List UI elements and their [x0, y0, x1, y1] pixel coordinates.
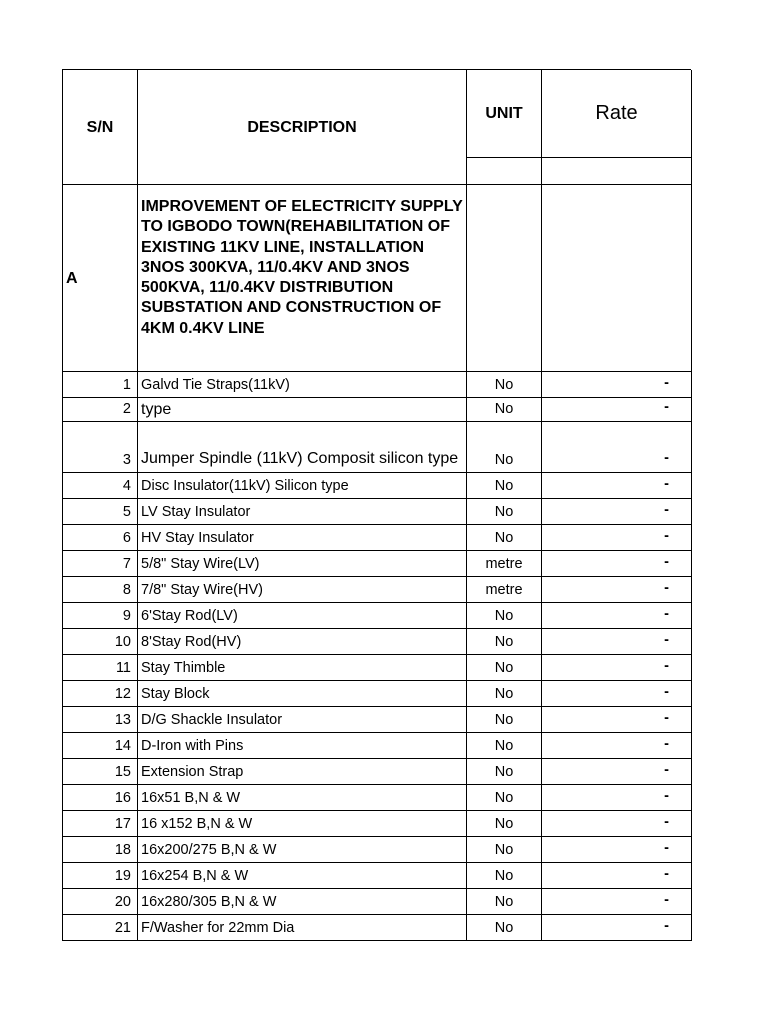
row-description: 16x51 B,N & W	[138, 785, 467, 811]
header-unit: UNIT	[467, 70, 542, 158]
row-rate: -	[542, 422, 692, 473]
row-rate: -	[542, 372, 692, 398]
row-sn: 20	[63, 889, 138, 915]
row-rate: -	[542, 681, 692, 707]
row-sn: 17	[63, 811, 138, 837]
row-sn: 4	[63, 473, 138, 499]
row-unit: No	[467, 759, 542, 785]
row-description: D-Iron with Pins	[138, 733, 467, 759]
row-sn: 10	[63, 629, 138, 655]
row-sn: 5	[63, 499, 138, 525]
header-unit-subcell	[467, 158, 542, 185]
row-rate: -	[542, 889, 692, 915]
row-description: 16 x152 B,N & W	[138, 811, 467, 837]
row-sn: 7	[63, 551, 138, 577]
row-description: Stay Thimble	[138, 655, 467, 681]
row-description: 6'Stay Rod(LV)	[138, 603, 467, 629]
row-unit: No	[467, 707, 542, 733]
row-rate: -	[542, 811, 692, 837]
row-unit: No	[467, 499, 542, 525]
row-unit: metre	[467, 551, 542, 577]
row-rate: -	[542, 473, 692, 499]
row-unit: No	[467, 681, 542, 707]
header-description: DESCRIPTION	[138, 70, 467, 185]
row-unit: No	[467, 863, 542, 889]
row-rate: -	[542, 525, 692, 551]
row-sn: 15	[63, 759, 138, 785]
row-unit: No	[467, 372, 542, 398]
row-rate: -	[542, 655, 692, 681]
row-description: Disc Insulator(11kV) Silicon type	[138, 473, 467, 499]
row-description: type	[138, 398, 467, 422]
row-rate: -	[542, 915, 692, 941]
row-sn: 6	[63, 525, 138, 551]
row-rate: -	[542, 837, 692, 863]
section-unit-cell	[467, 185, 542, 372]
row-rate: -	[542, 499, 692, 525]
row-unit: No	[467, 603, 542, 629]
row-sn: 1	[63, 372, 138, 398]
row-description: 16x280/305 B,N & W	[138, 889, 467, 915]
row-sn: 8	[63, 577, 138, 603]
section-id: A	[63, 185, 138, 372]
row-unit: No	[467, 655, 542, 681]
row-rate: -	[542, 603, 692, 629]
row-description: Stay Block	[138, 681, 467, 707]
header-rate: Rate	[542, 70, 692, 158]
row-rate: -	[542, 629, 692, 655]
section-rate-cell	[542, 185, 692, 372]
row-rate: -	[542, 785, 692, 811]
row-description: F/Washer for 22mm Dia	[138, 915, 467, 941]
row-description: 8'Stay Rod(HV)	[138, 629, 467, 655]
header-sn: S/N	[63, 70, 138, 185]
row-rate: -	[542, 577, 692, 603]
row-description: D/G Shackle Insulator	[138, 707, 467, 733]
row-rate: -	[542, 759, 692, 785]
header-rate-subcell	[542, 158, 692, 185]
row-unit: No	[467, 837, 542, 863]
row-unit: No	[467, 398, 542, 422]
row-description: HV Stay Insulator	[138, 525, 467, 551]
row-sn: 9	[63, 603, 138, 629]
row-description: 7/8" Stay Wire(HV)	[138, 577, 467, 603]
row-description: Galvd Tie Straps(11kV)	[138, 372, 467, 398]
row-description: 16x254 B,N & W	[138, 863, 467, 889]
row-unit: No	[467, 473, 542, 499]
row-unit: No	[467, 422, 542, 473]
row-unit: No	[467, 785, 542, 811]
row-unit: metre	[467, 577, 542, 603]
row-sn: 11	[63, 655, 138, 681]
row-rate: -	[542, 707, 692, 733]
row-description: 16x200/275 B,N & W	[138, 837, 467, 863]
row-rate: -	[542, 863, 692, 889]
row-unit: No	[467, 811, 542, 837]
row-description: Jumper Spindle (11kV) Composit silicon type	[138, 422, 467, 473]
row-sn: 13	[63, 707, 138, 733]
row-sn: 3	[63, 422, 138, 473]
section-title: IMPROVEMENT OF ELECTRICITY SUPPLY TO IGBODO TOWN(REHABILITATION OF EXISTING 11KV LINE, INSTALLATION 3NOS 300KVA, 11/0.4KV AND 3NOS 500KVA, 11/0.4KV DISTRIBUTION SUBSTATION AND CONSTRUCTION OF 4KM 0.4KV LINE	[138, 185, 467, 372]
row-unit: No	[467, 889, 542, 915]
row-unit: No	[467, 525, 542, 551]
row-description: 5/8" Stay Wire(LV)	[138, 551, 467, 577]
row-description: Extension Strap	[138, 759, 467, 785]
row-sn: 19	[63, 863, 138, 889]
boq-table	[62, 69, 691, 941]
bill-of-quantities-sheet	[62, 69, 691, 941]
row-sn: 16	[63, 785, 138, 811]
row-sn: 12	[63, 681, 138, 707]
row-sn: 21	[63, 915, 138, 941]
row-description: LV Stay Insulator	[138, 499, 467, 525]
row-rate: -	[542, 733, 692, 759]
row-rate: -	[542, 398, 692, 422]
row-sn: 14	[63, 733, 138, 759]
row-sn: 2	[63, 398, 138, 422]
row-unit: No	[467, 733, 542, 759]
row-rate: -	[542, 551, 692, 577]
row-unit: No	[467, 629, 542, 655]
row-unit: No	[467, 915, 542, 941]
row-sn: 18	[63, 837, 138, 863]
